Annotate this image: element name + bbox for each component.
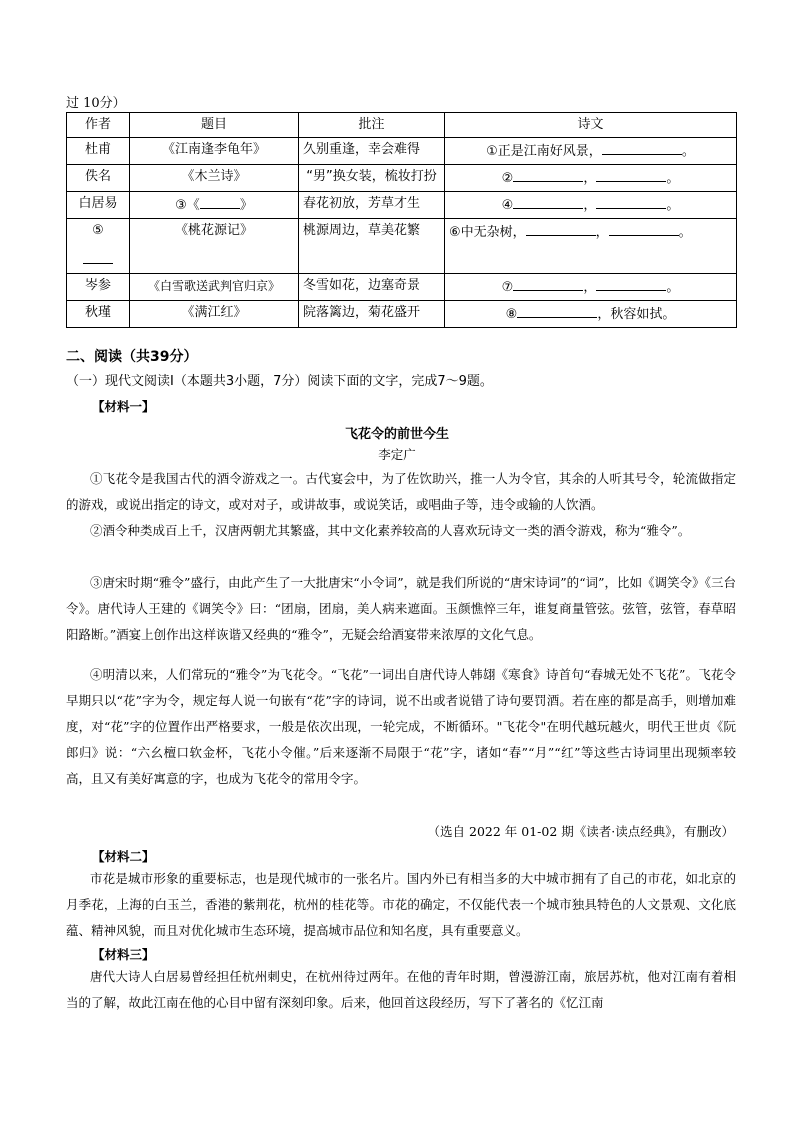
paragraph: ①飞花令是我国古代的酒令游戏之一。古代宴会中，为了佐饮助兴，推一人为令官，其余的人听其号令，轮流做指定的游戏，或说出指定的诗文，或对对子，或讲故事，或说笑话，或唱曲子等，违令或输的人饮酒。 bbox=[66, 471, 736, 512]
answer-blank[interactable] bbox=[596, 167, 666, 182]
section-subtitle: （一）现代文阅读Ⅰ（本题共3小题，7分）阅读下面的文字，完成7～9题。 bbox=[66, 374, 493, 389]
paragraph: 市花是城市形象的重要标志，也是现代城市的一张名片。国内外已有相当多的大中城市拥有了自己的市花，如北京的月季花，上海的白玉兰，香港的紫荆花，杭州的桂花等。市花的确定，不仅能代表一个城市独具特色的人文景观、文化底蕴、精神风貌，而且对优化城市生态环境，提高城市品位和知名度，具有重要意义。 bbox=[66, 871, 736, 938]
header-note: 批注 bbox=[299, 113, 445, 138]
cell-author: 佚名 bbox=[67, 165, 130, 192]
material-label: 【材料二】 bbox=[92, 849, 155, 864]
answer-blank[interactable] bbox=[513, 276, 583, 291]
answer-blank[interactable] bbox=[596, 276, 666, 291]
answer-blank[interactable] bbox=[513, 167, 583, 182]
cell-poem: ⑥中无杂树， ， 。 bbox=[445, 219, 737, 274]
cell-title: 《木兰诗》 bbox=[130, 165, 299, 192]
cell-title: ③《 》 bbox=[130, 192, 299, 219]
table-row bbox=[67, 192, 737, 219]
cell-author: 岑参 bbox=[67, 274, 130, 301]
paragraph: ②酒令种类成百上千，汉唐两朝尤其繁盛，其中文化素养较高的人喜欢玩诗文一类的酒令游戏，称为“雅令”。 bbox=[90, 523, 691, 538]
answer-blank[interactable] bbox=[609, 221, 679, 236]
cell-author: 白居易 bbox=[67, 192, 130, 219]
table-row bbox=[67, 138, 737, 165]
poem-table bbox=[66, 112, 737, 328]
article-title: 飞花令的前世今生 bbox=[344, 427, 449, 442]
cell-poem: ⑦ ， 。 bbox=[445, 274, 737, 301]
answer-blank[interactable] bbox=[83, 249, 113, 264]
answer-blank[interactable] bbox=[596, 194, 666, 209]
answer-blank[interactable] bbox=[200, 194, 240, 209]
cell-note: 桃源周边，草美花繁 bbox=[299, 219, 445, 274]
paragraph: ④明清以来，人们常玩的“雅令”为飞花令。“飞花”一词出自唐代诗人韩翃《寒食》诗首句“春城无处不飞花”。飞花令早期只以“花”字为令，规定每人说一句嵌有“花”字的诗词，说不出或者说错了诗句要罚酒。若在座的都是高手，则增加难度，对“花”字的位置作出严格要求，一般是依次出现，一轮完成，不断循环。"飞花令"在明代越玩越火，明代王世贞《阮郎归》说：“六幺檀口软金杯，飞花小令催。”后来逐渐不局限于“花”字，诸如“春”“月”“红”等这些古诗词里出现频率较高，且又有美好寓意的字，也成为飞花令的常用令字。 bbox=[66, 667, 736, 786]
cell-author: 杜甫 bbox=[67, 138, 130, 165]
paragraph: ③唐宋时期“雅令”盛行，由此产生了一大批唐宋“小令词”，就是我们所说的“唐宋诗词”的“词”，比如《调笑令》《三台令》。唐代诗人王建的《调笑令》曰：“团扇，团扇，美人病来遮面。玉颜憔悴三年，谁复商量管弦。弦管，弦管，春草昭阳路断。”酒宴上创作出这样诙谐又经典的“雅令”，无疑会给酒宴带来浓厚的文化气息。 bbox=[66, 575, 736, 642]
material-label: 【材料一】 bbox=[92, 399, 155, 414]
cell-title: 《满江红》 bbox=[130, 301, 299, 328]
cell-title: 《江南逢李龟年》 bbox=[130, 138, 299, 165]
cell-poem: ⑧ ，秋容如拭。 bbox=[445, 301, 737, 328]
section-title: 二、阅读（共39分） bbox=[66, 349, 198, 365]
cell-poem: ①正是江南好风景， 。 bbox=[445, 138, 737, 165]
cell-note: 院落篱边，菊花盛开 bbox=[299, 301, 445, 328]
header-title: 题目 bbox=[130, 113, 299, 138]
article-author: 李定广 bbox=[378, 447, 416, 462]
header-poem: 诗文 bbox=[445, 113, 737, 138]
answer-blank[interactable] bbox=[513, 194, 583, 209]
table-header-row bbox=[67, 113, 737, 138]
cell-author: ⑤ bbox=[67, 219, 130, 274]
cell-author: 秋瑾 bbox=[67, 301, 130, 328]
cell-note: 冬雪如花，边塞奇景 bbox=[299, 274, 445, 301]
source-citation: （选自 2022 年 01-02 期《读者·读点经典》，有删改） bbox=[427, 824, 734, 839]
table-row bbox=[67, 274, 737, 301]
table-row bbox=[67, 219, 737, 274]
cell-note: “男”换女装，梳妆打扮 bbox=[299, 165, 445, 192]
cell-title: 《桃花源记》 bbox=[130, 219, 299, 274]
cell-title: 《白雪歌送武判官归京》 bbox=[130, 274, 299, 301]
cell-poem: ② ， 。 bbox=[445, 165, 737, 192]
cell-note: 春花初放，芳草才生 bbox=[299, 192, 445, 219]
previous-question-tail: 过 10分） bbox=[66, 96, 126, 111]
answer-blank[interactable] bbox=[526, 221, 596, 236]
cell-note: 久别重逢，幸会难得 bbox=[299, 138, 445, 165]
answer-blank[interactable] bbox=[517, 303, 597, 318]
answer-blank[interactable] bbox=[602, 140, 682, 155]
cell-poem: ④ ， 。 bbox=[445, 192, 737, 219]
material-label: 【材料三】 bbox=[92, 947, 155, 962]
table-row bbox=[67, 301, 737, 328]
paragraph: 唐代大诗人白居易曾经担任杭州刺史，在杭州待过两年。在他的青年时期，曾漫游江南，旅居苏杭，他对江南有着相当的了解，故此江南在他的心目中留有深刻印象。后来，他回首这段经历，写下了著名的《忆江南 bbox=[66, 969, 736, 1010]
header-author: 作者 bbox=[67, 113, 130, 138]
table-row bbox=[67, 165, 737, 192]
